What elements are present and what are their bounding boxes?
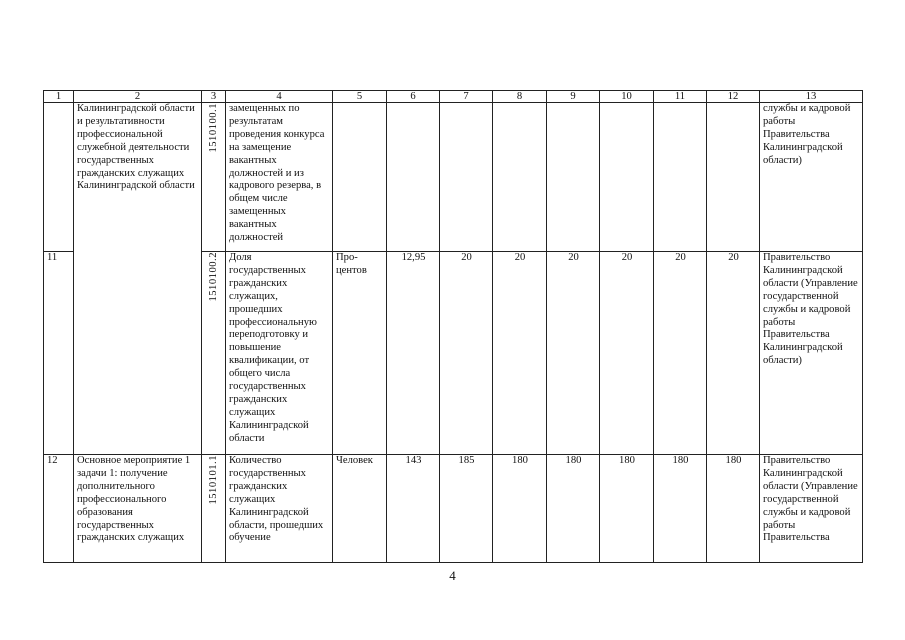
value-cell: 180 — [654, 455, 707, 563]
value-cell: 20 — [547, 252, 600, 455]
value-cell: 20 — [493, 252, 547, 455]
indicator-code: 1510101.1 — [207, 455, 219, 505]
value-cell: 20 — [654, 252, 707, 455]
responsible-cell: Правительство Калининградской области (Управление государственной службы и кадровой работы Правительства — [760, 455, 863, 563]
header-row — [44, 91, 863, 103]
value-cell — [493, 103, 547, 252]
value-cell: 180 — [493, 455, 547, 563]
indicators-table — [43, 90, 863, 563]
indicator-name-cell: Доля государственных гражданских служащих, прошедших профессиональную переподготовку и повышение квалификации, от общего числа государственных гражданских служащих Калининградской области — [226, 252, 333, 455]
indicator-code-cell — [202, 252, 226, 455]
header-cell: 12 — [707, 91, 760, 103]
table-row-continuation — [44, 103, 863, 252]
header-cell: 6 — [387, 91, 440, 103]
header-cell: 9 — [547, 91, 600, 103]
value-cell: 180 — [547, 455, 600, 563]
header-cell: 13 — [760, 91, 863, 103]
indicator-code: 1510100.2 — [207, 252, 219, 302]
value-cell: 180 — [600, 455, 654, 563]
table-row-12 — [44, 455, 863, 563]
responsible-cell: Правительство Калининградской области (Управление государственной службы и кадровой работы Правительства Калининградской области) — [760, 252, 863, 455]
value-cell — [440, 103, 493, 252]
row-number-cell — [44, 103, 74, 252]
header-cell: 4 — [226, 91, 333, 103]
header-cell: 1 — [44, 91, 74, 103]
row-number-cell: 11 — [44, 252, 74, 455]
measure-name-cell: Калининградской области и результативности профессиональной служебной деятельности государственных гражданских служащих Калининградской области — [74, 103, 202, 455]
unit-cell: Человек — [333, 455, 387, 563]
header-cell: 5 — [333, 91, 387, 103]
value-cell — [547, 103, 600, 252]
value-cell: 185 — [440, 455, 493, 563]
value-cell: 20 — [440, 252, 493, 455]
unit-cell — [333, 103, 387, 252]
unit-cell: Про-центов — [333, 252, 387, 455]
value-cell: 143 — [387, 455, 440, 563]
value-cell — [654, 103, 707, 252]
value-cell — [707, 103, 760, 252]
indicator-code-cell — [202, 103, 226, 252]
measure-name-cell: Основное мероприятие 1 задачи 1: получение дополнительного профессионального образования государственных гражданских служащих — [74, 455, 202, 563]
value-cell: 12,95 — [387, 252, 440, 455]
header-cell: 10 — [600, 91, 654, 103]
indicator-name-cell: Количество государственных гражданских служащих Калининградской области, прошедших обучение — [226, 455, 333, 563]
value-cell: 20 — [707, 252, 760, 455]
indicator-code-cell — [202, 455, 226, 563]
header-cell: 2 — [74, 91, 202, 103]
value-cell — [387, 103, 440, 252]
value-cell — [600, 103, 654, 252]
value-cell: 20 — [600, 252, 654, 455]
header-cell: 11 — [654, 91, 707, 103]
value-cell: 180 — [707, 455, 760, 563]
responsible-cell: службы и кадровой работы Правительства Калининградской области) — [760, 103, 863, 252]
indicator-name-cell: замещенных по результатам проведения конкурса на замещение вакантных должностей и из кадрового резерва, в общем числе замещенных вакантных должностей — [226, 103, 333, 252]
row-number-cell: 12 — [44, 455, 74, 563]
header-cell: 8 — [493, 91, 547, 103]
header-cell: 3 — [202, 91, 226, 103]
header-cell: 7 — [440, 91, 493, 103]
page-number: 4 — [449, 568, 456, 583]
indicator-code: 1510100.1 — [207, 103, 219, 153]
